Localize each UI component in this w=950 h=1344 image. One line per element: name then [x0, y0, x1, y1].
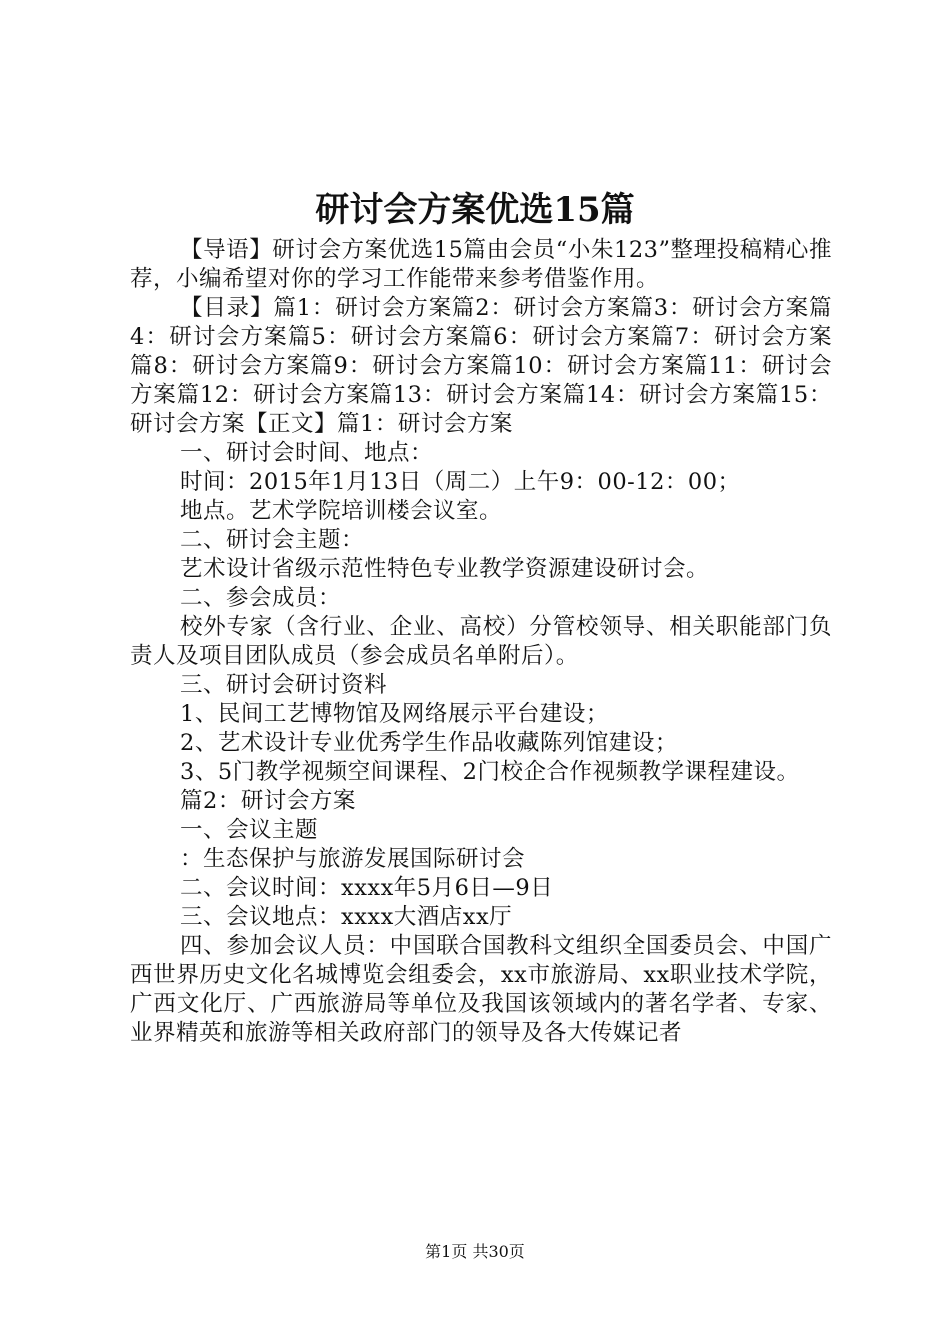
article-heading: 篇2：研讨会方案 — [180, 788, 356, 814]
intro-paragraph: 【导语】研讨会方案优选15篇由会员“小朱123”整理投稿精心推荐，小编希望对你的学习工作能带来参考借鉴作用。 — [130, 237, 832, 292]
body-paragraph: 地点。艺术学院培训楼会议室。 — [180, 498, 503, 524]
section-heading: 二、研讨会主题： — [180, 527, 365, 553]
body-paragraph: 三、会议地点：xxxx大酒店xx厅 — [180, 904, 513, 930]
section-heading: 三、研讨会研讨资料 — [180, 672, 388, 698]
body-paragraph: 二、会议时间：xxxx年5月6日—9日 — [180, 875, 554, 901]
body-paragraph: 四、参加会议人员：中国联合国教科文组织全国委员会、中国广西世界历史文化名城博览会组委会，xx市旅游局、xx职业技术学院，广西文化厅、广西旅游局等单位及我国该领域内的著名学者、专家、业界精英和旅游等相关政府部门的领导及各大传媒记者 — [130, 933, 832, 1046]
list-item: 1、民间工艺博物馆及网络展示平台建设； — [180, 701, 609, 727]
section-heading: 一、研讨会时间、地点： — [180, 440, 434, 466]
body-paragraph: ：生态保护与旅游发展国际研讨会 — [180, 846, 526, 872]
document-title: 研讨会方案优选15篇 — [315, 190, 635, 230]
section-heading: 一、会议主题 — [180, 817, 319, 843]
section-heading: 二、参会成员： — [180, 585, 342, 611]
list-item: 2、艺术设计专业优秀学生作品收藏陈列馆建设； — [180, 730, 678, 756]
body-paragraph: 时间：2015年1月13日（周二）上午9：00-12：00； — [180, 469, 741, 495]
body-paragraph: 艺术设计省级示范性特色专业教学资源建设研讨会。 — [180, 556, 710, 582]
document-body — [130, 236, 832, 1048]
body-paragraph: 校外专家（含行业、企业、高校）分管校领导、相关职能部门负责人及项目团队成员（参会成员名单附后）。 — [130, 614, 832, 669]
table-of-contents-paragraph: 【目录】篇1：研讨会方案篇2：研讨会方案篇3：研讨会方案篇4：研讨会方案篇5：研讨会方案篇6：研讨会方案篇7：研讨会方案篇8：研讨会方案篇9：研讨会方案篇10：研讨会方案篇11：研讨会方案篇12：研讨会方案篇13：研讨会方案篇14：研讨会方案篇15：研讨会方案【正文】篇1：研讨会方案 — [130, 295, 832, 437]
list-item: 3、5门教学视频空间课程、2门校企合作视频教学课程建设。 — [180, 759, 800, 785]
page-footer: 第1页 共30页 — [425, 1242, 525, 1261]
